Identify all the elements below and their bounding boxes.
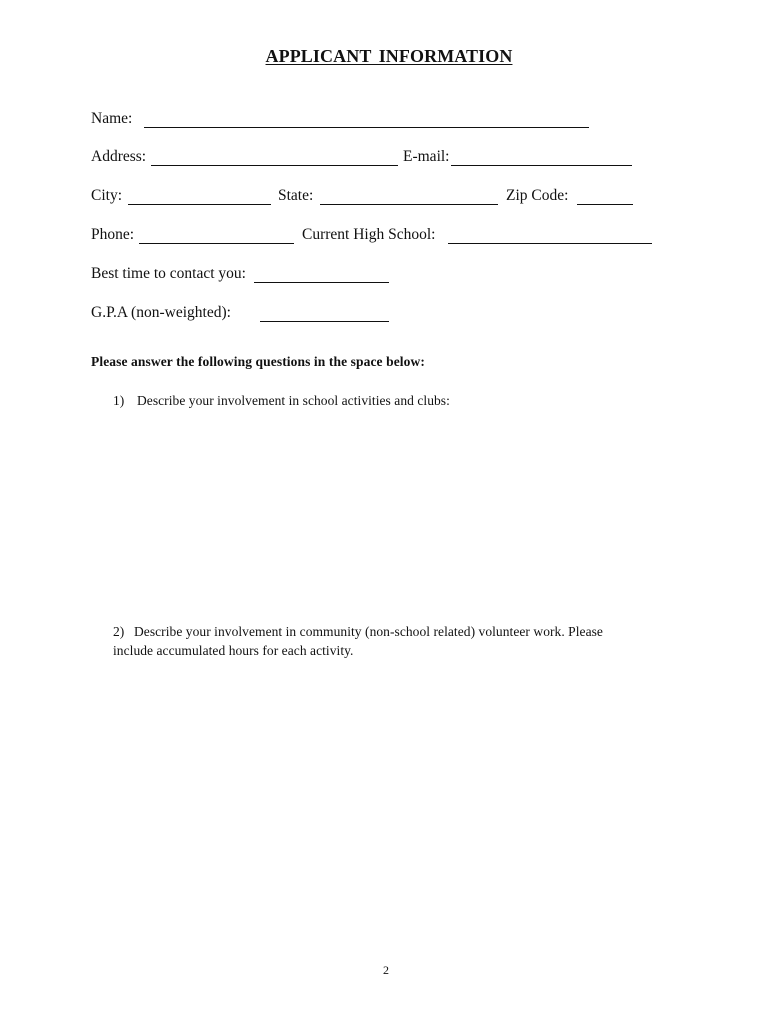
address-field[interactable] bbox=[151, 148, 398, 166]
question-2 bbox=[113, 622, 603, 660]
best-time-label: Best time to contact you: bbox=[91, 265, 246, 282]
phone-label: Phone: bbox=[91, 226, 135, 243]
questions-heading: Please answer the following questions in the space below: bbox=[91, 354, 425, 369]
name-label: Name: bbox=[91, 110, 133, 127]
high-school-field[interactable] bbox=[448, 226, 652, 244]
question-2-answer-area[interactable] bbox=[91, 668, 681, 948]
page-title: APPLICANT INFORMATION bbox=[265, 46, 513, 66]
phone-field[interactable] bbox=[139, 226, 294, 244]
state-field[interactable] bbox=[320, 187, 498, 205]
high-school-label: Current High School: bbox=[302, 226, 436, 243]
city-field[interactable] bbox=[128, 187, 271, 205]
city-label: City: bbox=[91, 187, 123, 204]
name-field[interactable] bbox=[144, 110, 589, 128]
city-row bbox=[91, 187, 651, 209]
best-time-row bbox=[91, 265, 401, 287]
page-number: 2 bbox=[383, 963, 389, 977]
phone-row bbox=[91, 226, 661, 248]
gpa-label: G.P.A (non-weighted): bbox=[91, 304, 231, 321]
address-label: Address: bbox=[91, 148, 147, 165]
question-1 bbox=[113, 391, 450, 410]
gpa-field[interactable] bbox=[260, 304, 389, 322]
state-label: State: bbox=[278, 187, 314, 204]
name-row bbox=[91, 110, 611, 132]
gpa-row bbox=[91, 304, 401, 326]
question-2-line-1: Describe your involvement in community (non-school related) volunteer work. Please bbox=[134, 624, 603, 639]
question-1-answer-area[interactable] bbox=[91, 418, 681, 614]
question-2-line-2: include accumulated hours for each activity. bbox=[113, 643, 354, 658]
zip-field[interactable] bbox=[577, 187, 633, 205]
question-1-text: Describe your involvement in school activities and clubs: bbox=[137, 393, 450, 408]
email-label: E-mail: bbox=[403, 148, 450, 165]
zip-label: Zip Code: bbox=[506, 187, 569, 204]
address-row bbox=[91, 148, 651, 170]
question-2-number: 2) bbox=[113, 624, 125, 639]
email-field[interactable] bbox=[451, 148, 632, 166]
best-time-field[interactable] bbox=[254, 265, 389, 283]
question-1-number: 1) bbox=[113, 393, 125, 408]
